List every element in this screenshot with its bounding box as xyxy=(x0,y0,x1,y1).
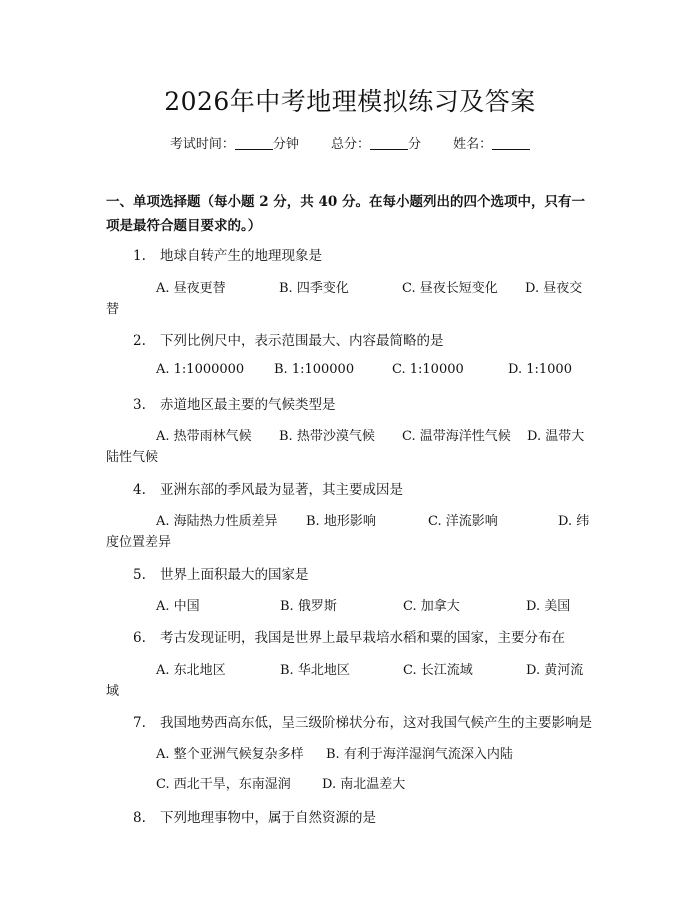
question-number: 3. xyxy=(133,397,146,413)
time-unit: 分钟 xyxy=(272,137,299,152)
option-c: C. 洋流影响 xyxy=(428,514,498,529)
question-number: 6. xyxy=(133,630,146,646)
option-b: B. 热带沙漠气候 xyxy=(279,429,375,444)
question-text: 地球自转产生的地理现象是 xyxy=(160,248,322,264)
score-blank xyxy=(370,137,408,150)
option-c: C. 西北干旱，东南湿润 xyxy=(156,777,291,792)
option-d: D. 南北温差大 xyxy=(322,777,406,792)
question-1 xyxy=(133,244,322,264)
question-number: 8. xyxy=(133,810,146,826)
option-d: D. 纬 xyxy=(558,514,590,529)
question-2-options xyxy=(156,362,598,377)
option-c: C. 长江流域 xyxy=(403,663,473,678)
option-a: A. 1:1000000 xyxy=(156,362,245,377)
question-4-options xyxy=(156,510,598,529)
option-b: B. 地形影响 xyxy=(306,514,376,529)
option-b: B. 有利于海洋湿润气流深入内陆 xyxy=(326,747,513,762)
question-5 xyxy=(133,563,309,583)
time-blank xyxy=(235,137,273,150)
question-text: 下列地理事物中，属于自然资源的是 xyxy=(160,810,376,826)
section-heading: 一、单项选择题（每小题 2 分，共 40 分。在每小题列出的四个选项中，只有一项是最符合题目要求的。） xyxy=(106,194,585,234)
option-d: D. 美国 xyxy=(526,599,571,614)
exam-time xyxy=(170,133,299,152)
option-a: A. 热带雨林气候 xyxy=(156,429,252,444)
option-b: B. 华北地区 xyxy=(280,663,350,678)
exam-meta xyxy=(0,133,700,152)
option-wrap: 度位置差异 xyxy=(106,535,172,550)
option-a: A. 东北地区 xyxy=(156,663,226,678)
option-c: C. 温带海洋性气候 xyxy=(402,429,511,444)
option-d: D. 昼夜交 xyxy=(525,281,583,296)
question-text: 赤道地区最主要的气候类型是 xyxy=(160,397,336,413)
question-4 xyxy=(133,478,403,498)
name-label: 姓名： xyxy=(453,137,493,152)
page-title: 2026年中考地理模拟练习及答案 xyxy=(164,87,536,116)
option-c: C. 昼夜长短变化 xyxy=(402,281,498,296)
option-d: D. 温带大 xyxy=(527,429,585,444)
question-3-options xyxy=(156,425,598,444)
question-text: 考古发现证明，我国是世界上最早栽培水稻和粟的国家，主要分布在 xyxy=(160,630,565,646)
score-label: 总分： xyxy=(330,137,370,152)
question-text: 世界上面积最大的国家是 xyxy=(160,567,309,583)
option-wrap: 替 xyxy=(106,302,120,317)
option-d: D. 1:1000 xyxy=(508,362,572,377)
question-text: 下列比例尺中，表示范围最大、内容最简略的是 xyxy=(160,333,444,349)
question-number: 2. xyxy=(133,333,146,349)
option-a: A. 整个亚洲气候复杂多样 xyxy=(156,747,304,762)
question-7 xyxy=(133,711,592,731)
question-3 xyxy=(133,393,336,413)
option-d: D. 黄河流 xyxy=(526,663,584,678)
question-8 xyxy=(133,806,376,826)
question-text: 亚洲东部的季风最为显著，其主要成因是 xyxy=(160,482,403,498)
option-c: C. 加拿大 xyxy=(403,599,460,614)
question-7-options-row-2 xyxy=(156,773,598,792)
question-6-options xyxy=(156,659,598,678)
option-b: B. 1:100000 xyxy=(274,362,355,377)
question-7-options-row-1 xyxy=(156,743,598,762)
question-text: 我国地势西高东低，呈三级阶梯状分布，这对我国气候产生的主要影响是 xyxy=(160,715,592,731)
option-b: B. 俄罗斯 xyxy=(280,599,337,614)
score-unit: 分 xyxy=(408,137,422,152)
question-2 xyxy=(133,329,444,349)
option-c: C. 1:10000 xyxy=(392,362,464,377)
question-6 xyxy=(133,626,565,646)
time-label: 考试时间： xyxy=(169,137,235,152)
option-a: A. 海陆热力性质差异 xyxy=(156,514,278,529)
question-5-options xyxy=(156,595,598,614)
name-blank xyxy=(492,137,530,150)
question-number: 1. xyxy=(133,248,146,264)
question-number: 4. xyxy=(133,482,146,498)
option-a: A. 昼夜更替 xyxy=(156,281,226,296)
question-number: 7. xyxy=(133,715,146,731)
total-score xyxy=(331,133,421,152)
option-wrap: 域 xyxy=(106,684,120,699)
question-number: 5. xyxy=(133,567,146,583)
question-1-options xyxy=(156,277,598,296)
option-a: A. 中国 xyxy=(156,599,200,614)
student-name xyxy=(453,133,530,152)
option-b: B. 四季变化 xyxy=(279,281,349,296)
option-wrap: 陆性气候 xyxy=(106,450,159,465)
